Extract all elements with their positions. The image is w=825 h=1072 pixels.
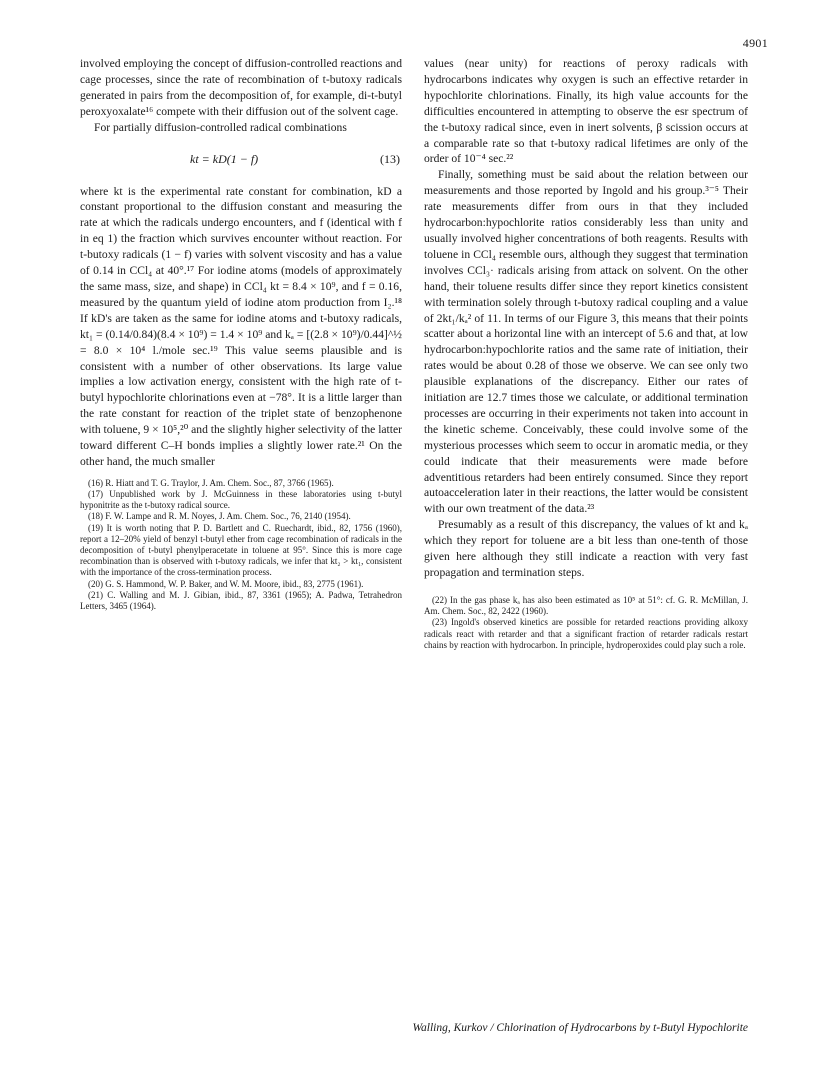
footnote-19: (19) It is worth noting that P. D. Bartlett and C. Ruechardt, ibid., 82, 1756 (1960), report a 12–20% yield of benzyl t-butyl ether from cage recombination of radicals in the decomposition of t-butyl phenylperacetate in toluene at 95°. Since this is more cage recombination than is observed with t-butoxy radicals, we infer that kt₂ > kt₁, consistent with the importance of the cross-termination process. xyxy=(80,522,402,578)
equation-number: (13) xyxy=(380,152,400,167)
footnote-17: (17) Unpublished work by J. McGuinness in these laboratories using t-butyl hyponitrite as the t-butoxy radical source. xyxy=(80,489,402,511)
left-footnotes xyxy=(80,478,402,612)
right-footnotes xyxy=(424,595,748,651)
right-paragraph-2: Finally, something must be said about the relation between our measurements and those reported by Ingold and his group.³⁻⁵ Their rate measurements differ from ours in that they included hydrocarbon:hypochlorite ratios considerably less than unity and usually involved higher concentrations of both reagents. Results with toluene in CCl₄ resemble ours, although they suggest that termination involves CCl₃· radicals arising from attack on solvent. On the other hand, their toluene results differ since they report kinetics consistent with termination solely through t-butoxy radical coupling and a value of 2kt₁/kₐ² of 11. In terms of our Figure 3, this means that their points scatter about a horizontal line with an intercept of 5.6 and that, at low hydrocarbon:hypochlorite ratios and the same rate of initiation, their rates would be about 0.28 of those we observe. We can see only two plausible explanations of the discrepancy. Either our rates of initiation are 12.7 times those we calculate, or additional termination processes are occurring in their experiments not taken into account in the kinetic scheme. Conceivably, these could involve some of the mysterious processes which seem to occur in aromatic media, or they could indicate that their measurements were made before adventitious retarders had been entirely consumed. Since they report autoacceleration later in their reactions, the latter would be consistent with our own treatment of the data.²³ xyxy=(424,168,748,516)
left-paragraph-1: involved employing the concept of diffusion-controlled reactions and cage processes, since the rate of recombination of t-butoxy radicals generated in pairs from the decomposition of, for example, di-t-butyl peroxyoxalate¹⁶ compete with their diffusion out of the solvent cage. xyxy=(80,57,402,118)
footnote-20: (20) G. S. Hammond, W. P. Baker, and W. M. Moore, ibid., 83, 2775 (1961). xyxy=(88,578,364,589)
right-paragraph-1: values (near unity) for reactions of peroxy radicals with hydrocarbons indicates why oxygen is such an effective retarder in hypochlorite chlorinations. Finally, its high value accounts for the difficulties encountered in attempting to observe the esr spectrum of the t-butoxy radical since, even in inert solvents, β scission occurs at a comparable rate so that t-butoxy radical lifetimes are only of the order of 10⁻⁴ sec.²² xyxy=(424,57,748,166)
left-paragraph-2: For partially diffusion-controlled radical combinations xyxy=(94,120,347,134)
left-paragraph-3: where kt is the experimental rate constant for combination, kD a constant proportional to the diffusion constant and measuring the rate at which the radicals undergo encounters, and f (identical with f in eq 1) the fraction which survives encounter without reaction. For t-butoxy radicals (1 − f) varies with solvent viscosity and has a value of 0.14 in CCl₄ at 40°.¹⁷ For iodine atoms (models of approximately the same mass, size, and shape) in CCl₄ kt = 8.4 × 10⁹, and f = 0.16, measured by the quantum yield of iodine atom production from I₂.¹⁸ If kD's are taken as the same for iodine atoms and t-butoxy radicals, kt₁ = (0.14/0.84)(8.4 × 10⁹) = 1.4 × 10⁹ and kₐ = [(2.8 × 10⁹)/0.44]^½ = 8.0 × 10⁴ l./mole sec.¹⁹ This value seems plausible and is consistent with a number of other observations. Its large value implies a low activation energy, consistent with the high rate of t-butyl hypochlorite chlorinations even at −78°. It is a little larger than the rate constant for reaction of the triplet state of benzophenone with toluene, 9 × 10⁵,²⁰ and the slightly higher selectivity of the latter toward different C–H bonds implies a slightly lower rate.²¹ On the other hand, the much smaller xyxy=(80,184,403,468)
footnote-23: (23) Ingold's observed kinetics are possible for retarded reactions providing alkoxy radicals react with retarder and that a significant fraction of retarder radicals restart chains by reaction with hydrocarbon. In principle, hydroperoxides could play such a role. xyxy=(424,617,748,650)
left-column xyxy=(80,56,402,612)
footnote-18: (18) F. W. Lampe and R. M. Noyes, J. Am. Chem. Soc., 76, 2140 (1954). xyxy=(88,511,351,522)
footnote-21: (21) C. Walling and M. J. Gibian, ibid., 87, 3361 (1965); A. Padwa, Tetrahedron Letters, 3465 (1964). xyxy=(80,589,402,612)
right-column xyxy=(424,56,748,651)
page-number: 4901 xyxy=(742,36,768,50)
footnote-22: (22) In the gas phase kₐ has also been estimated as 10⁵ at 51°: cf. G. R. McMillan, J. Am. Chem. Soc., 82, 2422 (1960). xyxy=(424,594,748,617)
right-paragraph-3: Presumably as a result of this discrepancy, the values of kt and kₐ which they report for toluene are a bit less than one-tenth of those given here although they still indicate a reaction with very fast propagation and termination steps. xyxy=(424,518,748,579)
running-footer: Walling, Kurkov / Chlorination of Hydrocarbons by t-Butyl Hypochlorite xyxy=(412,1022,748,1034)
equation-body: kt = kD(1 − f) xyxy=(190,152,259,167)
equation-13 xyxy=(80,149,402,171)
footnote-16: (16) R. Hiatt and T. G. Traylor, J. Am. Chem. Soc., 87, 3766 (1965). xyxy=(88,477,334,488)
